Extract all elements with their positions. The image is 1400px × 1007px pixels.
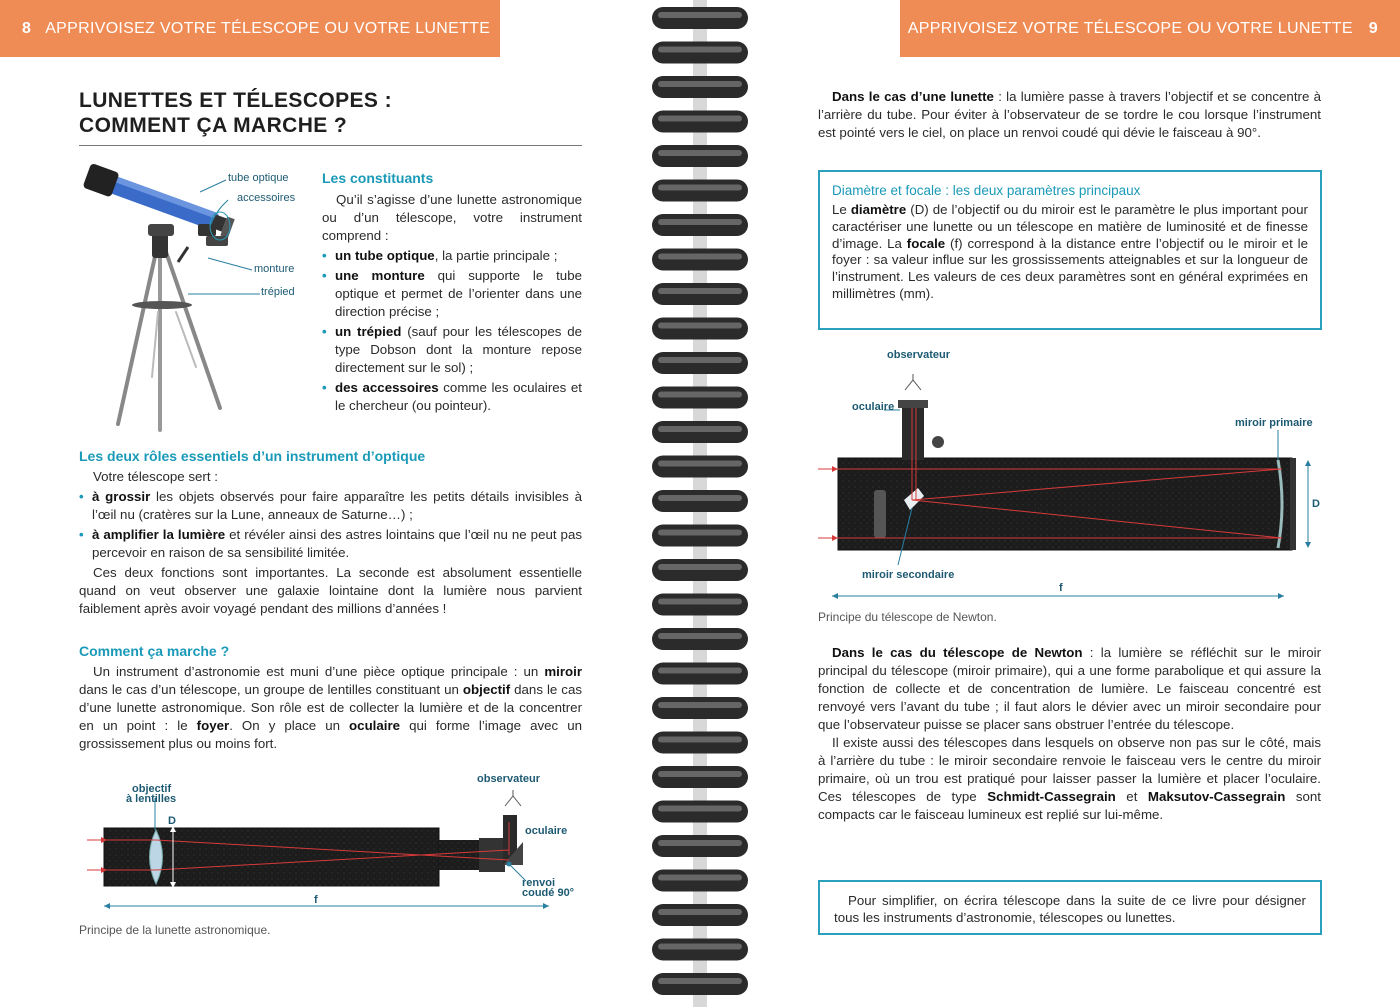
spiral-ring-highlight xyxy=(658,564,742,570)
caption-newton: Principe du télescope de Newton. xyxy=(818,610,997,624)
roles-item: • à amplifier la lumière et révéler ainsi des astres lointains que l’œil nu ne peut pas percevoir en raison de sa sensibilité limitée. xyxy=(79,526,582,562)
spiral-ring-highlight xyxy=(658,12,742,18)
page-title xyxy=(79,88,589,138)
constituants-intro: Qu’il s’agisse d’une lunette astronomique ou d’un télescope, votre instrument comprend : xyxy=(322,192,582,243)
spiral-ring-highlight xyxy=(658,150,742,156)
page-number-right: 9 xyxy=(1368,19,1378,37)
spiral-ring-highlight xyxy=(658,978,742,984)
page-number-left: 8 xyxy=(22,19,32,37)
roles-heading: Les deux rôles essentiels d’un instrument d’optique xyxy=(79,448,426,464)
label-miroir-primaire: miroir primaire xyxy=(1235,417,1313,429)
page-header-right xyxy=(900,0,1400,57)
spiral-binding xyxy=(648,0,752,1007)
box-diametre-text: Le diamètre (D) de l’objectif ou du miroir est le paramètre le plus important pour caractériser une lunette ou un télescope en matière de luminosité et de finesse d’image. La focale (f) correspond à la distance entre l’objectif ou le miroir et le foyer : sa valeur influe sur les grossissements atteignables et sur la longueur de l’instrument. Les valeurs de ces deux paramètres sont en général exprimées en millimètres (mm). xyxy=(832,202,1308,301)
section-constituants xyxy=(322,170,582,417)
box-diametre-title: Diamètre et focale : les deux paramètres principaux xyxy=(832,183,1141,198)
title-line-1: LUNETTES ET TÉLESCOPES : xyxy=(79,89,392,112)
label-objectif: objectif xyxy=(132,783,172,795)
label-renvoi: renvoi xyxy=(522,877,556,889)
spiral-ring-highlight xyxy=(658,530,742,536)
spiral-ring-highlight xyxy=(658,668,742,674)
section-roles xyxy=(79,448,582,618)
newton-paragraph-1: Dans le cas du télescope de Newton : la lumière se réfléchit sur le miroir principal du télescope (miroir primaire), qui a une forme parabolique et qui assure la fonction de collecte et de concentration de lumière. Le faisceau concentré est renvoyé vers l’avant du tube ; il faut alors le dévier avec un miroir secondaire pour que l’observateur puisse se placer sans obstruer l’entrée du télescope. xyxy=(818,645,1321,732)
spiral-ring-highlight xyxy=(658,357,742,363)
roles-item: • à grossir les objets observés pour faire apparaître les petits détails invisibles à l’œil nu (cratères sur la Lune, anneaux de Saturne…) ; xyxy=(79,488,582,524)
spiral-ring-highlight xyxy=(658,737,742,743)
spiral-ring-highlight xyxy=(658,116,742,122)
label-observateur-lunette: observateur xyxy=(477,773,540,785)
spiral-ring-highlight xyxy=(658,461,742,467)
spiral-ring-highlight xyxy=(658,599,742,605)
spiral-ring-highlight xyxy=(658,254,742,260)
spiral-ring-highlight xyxy=(658,875,742,881)
lunette-paragraph: Dans le cas d’une lunette : la lumière passe à travers l’objectif et se concentre à l’arrière du tube. Pour éviter à l’observateur de se tordre le cou lorsque l’instrument est pointé vers le ciel, on place un renvoi coudé qui dévie le faisceau à 90°. xyxy=(818,89,1322,140)
label-D-lunette: D xyxy=(168,815,176,827)
spiral-ring-highlight xyxy=(658,81,742,87)
spiral-ring-highlight xyxy=(658,323,742,329)
spiral-ring-highlight xyxy=(658,426,742,432)
section-newton xyxy=(818,644,1321,824)
header-title-right: APPRIVOISEZ VOTRE TÉLESCOPE OU VOTRE LUNETTE xyxy=(907,19,1353,37)
label-accessoires: accessoires xyxy=(237,192,296,204)
label-tube-optique: tube optique xyxy=(228,172,289,184)
spiral-ring-highlight xyxy=(658,47,742,53)
label-miroir-secondaire: miroir secondaire xyxy=(862,569,955,581)
label-a-lentilles: à lentilles xyxy=(126,793,177,805)
constituants-item: • une monture qui supporte le tube optique et permet de l’orienter dans une direction précise ; xyxy=(322,267,582,321)
label-D-newton: D xyxy=(1312,498,1320,510)
spiral-ring-highlight xyxy=(658,633,742,639)
spiral-ring-highlight xyxy=(658,219,742,225)
constituants-list xyxy=(322,247,582,415)
label-f-lunette: f xyxy=(314,894,318,906)
spiral-ring-highlight xyxy=(658,909,742,915)
constituants-item: • des accessoires comme les oculaires et le chercheur (ou pointeur). xyxy=(322,379,582,415)
constituants-heading: Les constituants xyxy=(322,170,434,186)
constituants-item: • un tube optique, la partie principale ; xyxy=(322,247,582,265)
constituants-item: • un trépied (sauf pour les télescopes de type Dobson dont la monture repose directement sur le sol) ; xyxy=(322,323,582,377)
section-comment xyxy=(79,643,582,753)
header-title-left: APPRIVOISEZ VOTRE TÉLESCOPE OU VOTRE LUNETTE xyxy=(45,19,491,37)
spiral-ring-highlight xyxy=(658,702,742,708)
spiral-ring-highlight xyxy=(658,495,742,501)
box-pour-simplifier-text: Pour simplifier, on écrira télescope dans la suite de ce livre pour désigner tous les instruments d’astronomie, télescopes ou lunettes. xyxy=(834,893,1306,925)
label-coude-90: coudé 90° xyxy=(522,887,575,899)
title-rule xyxy=(79,145,582,146)
spiral-ring-highlight xyxy=(658,806,742,812)
spiral-ring-highlight xyxy=(658,392,742,398)
comment-paragraph: Un instrument d’astronomie est muni d’une pièce optique principale : un miroir dans le cas d’un télescope, un groupe de lentilles constituant un objectif dans le cas d’une lunette astronomique. Son rôle est de collecter la lumière et de la concentrer en un point : le foyer. On y place un oculaire qui forme l’image avec un grossissement plus ou moins fort. xyxy=(79,664,582,751)
spiral-ring-highlight xyxy=(658,771,742,777)
comment-heading: Comment ça marche ? xyxy=(79,643,230,659)
label-monture: monture xyxy=(254,263,295,275)
caption-lunette: Principe de la lunette astronomique. xyxy=(79,923,271,937)
newton-paragraph-2: Il existe aussi des télescopes dans lesquels on observe non pas sur le côté, mais à l’arrière du tube : le miroir secondaire renvoie le faisceau vers le centre du miroir primaire, où un trou est pratiqué pour laisser passer la lumière et placer l’oculaire. Ces télescopes de type Schmidt-Cassegrain et Maksutov-Cassegrain sont compacts car le faisceau lumineux est replié sur lui-même. xyxy=(818,735,1322,822)
roles-paragraph: Ces deux fonctions sont importantes. La seconde est absolument essentielle quand on veut observer une galaxie lointaine dont la lumière nous parvient faiblement après avoir voyagé pendant des millions d’années ! xyxy=(79,565,582,616)
page-header-left xyxy=(0,0,500,57)
spiral-ring-highlight xyxy=(658,944,742,950)
spiral-ring-highlight xyxy=(658,185,742,191)
box-diametre-focale xyxy=(818,170,1322,330)
label-oculaire-newton: oculaire xyxy=(852,401,895,413)
label-f-newton: f xyxy=(1059,582,1063,594)
label-observateur-newton: observateur xyxy=(887,349,950,361)
spiral-ring-highlight xyxy=(658,288,742,294)
title-line-2: COMMENT ÇA MARCHE ? xyxy=(79,114,348,137)
roles-list xyxy=(79,488,582,562)
box-pour-simplifier xyxy=(818,880,1322,935)
spiral-ring-highlight xyxy=(658,840,742,846)
label-trepied: trépied xyxy=(261,286,295,298)
label-oculaire-lunette: oculaire xyxy=(525,825,568,837)
roles-intro: Votre télescope sert : xyxy=(93,469,218,484)
